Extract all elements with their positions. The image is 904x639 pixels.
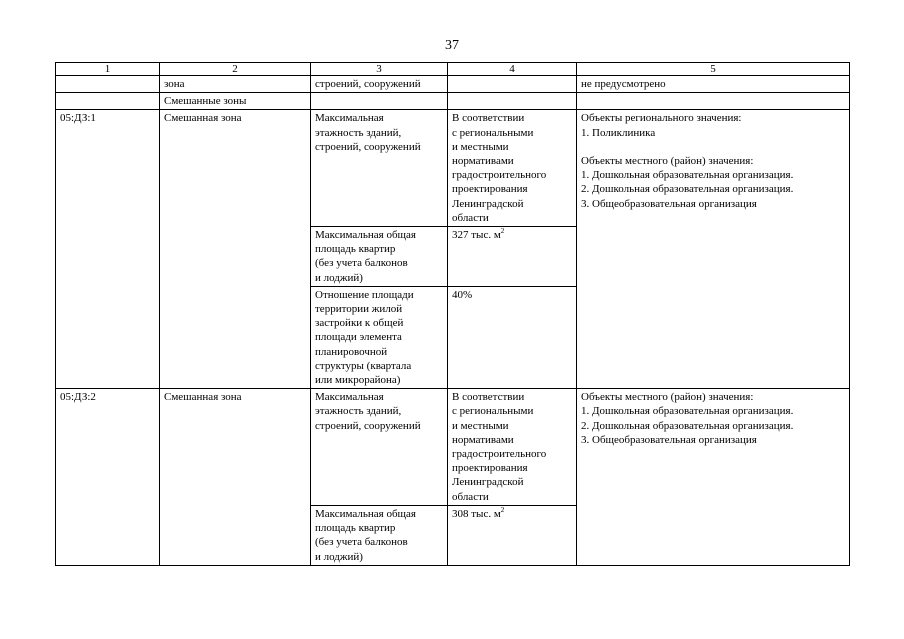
param-value: В соответствии с региональными и местными нормативами градостроительного проектирования Ленинградской области	[448, 110, 577, 227]
zone-id: 05:ДЗ:2	[56, 389, 160, 565]
param-label: Отношение площади территории жилой застройки к общей площади элемента планировочной структуры (квартала или микрорайона)	[311, 286, 448, 388]
column-number: 4	[448, 63, 577, 76]
table-cell: зона	[160, 76, 311, 93]
planned-objects: Объекты регионального значения: 1. Поликлиника Объекты местного (район) значения: 1. Дошкольная образовательная организация. 2. Дошкольная образовательная организация. 3. Общеобразовательная организация	[577, 110, 850, 389]
unit-exponent: 2	[500, 505, 505, 514]
column-number: 1	[56, 63, 160, 76]
table-cell	[448, 76, 577, 93]
table-row	[56, 389, 850, 506]
page-number: 37	[445, 38, 459, 53]
section-row	[56, 93, 850, 110]
column-number-row	[56, 63, 850, 76]
continuation-row	[56, 76, 850, 93]
table-cell	[56, 93, 160, 110]
param-value	[448, 505, 577, 565]
table-cell: не предусмотрено	[577, 76, 850, 93]
param-value	[448, 227, 577, 287]
unit-exponent: 2	[500, 227, 505, 236]
table-cell	[448, 93, 577, 110]
param-value: 40%	[448, 286, 577, 388]
table-cell	[311, 93, 448, 110]
zone-name: Смешанная зона	[160, 110, 311, 389]
param-label: Максимальная общая площадь квартир (без учета балконов и лоджий)	[311, 505, 448, 565]
column-number: 3	[311, 63, 448, 76]
table-cell: строений, сооружений	[311, 76, 448, 93]
table-row	[56, 110, 850, 227]
section-label: Смешанные зоны	[160, 93, 311, 110]
area-value: 327 тыс. м	[452, 229, 501, 242]
table-cell	[577, 93, 850, 110]
param-value: В соответствии с региональными и местными нормативами градостроительного проектирования Ленинградской области	[448, 389, 577, 506]
param-label: Максимальная общая площадь квартир (без учета балконов и лоджий)	[311, 227, 448, 287]
area-value: 308 тыс. м	[452, 507, 501, 520]
param-label: Максимальная этажность зданий, строений, сооружений	[311, 389, 448, 506]
column-number: 2	[160, 63, 311, 76]
table-cell	[56, 76, 160, 93]
zone-id: 05:ДЗ:1	[56, 110, 160, 389]
planned-objects: Объекты местного (район) значения: 1. Дошкольная образовательная организация. 2. Дошкольная образовательная организация. 3. Общеобразовательная организация	[577, 389, 850, 565]
column-number: 5	[577, 63, 850, 76]
zone-name: Смешанная зона	[160, 389, 311, 565]
param-label: Максимальная этажность зданий, строений, сооружений	[311, 110, 448, 227]
zoning-table	[55, 62, 850, 566]
